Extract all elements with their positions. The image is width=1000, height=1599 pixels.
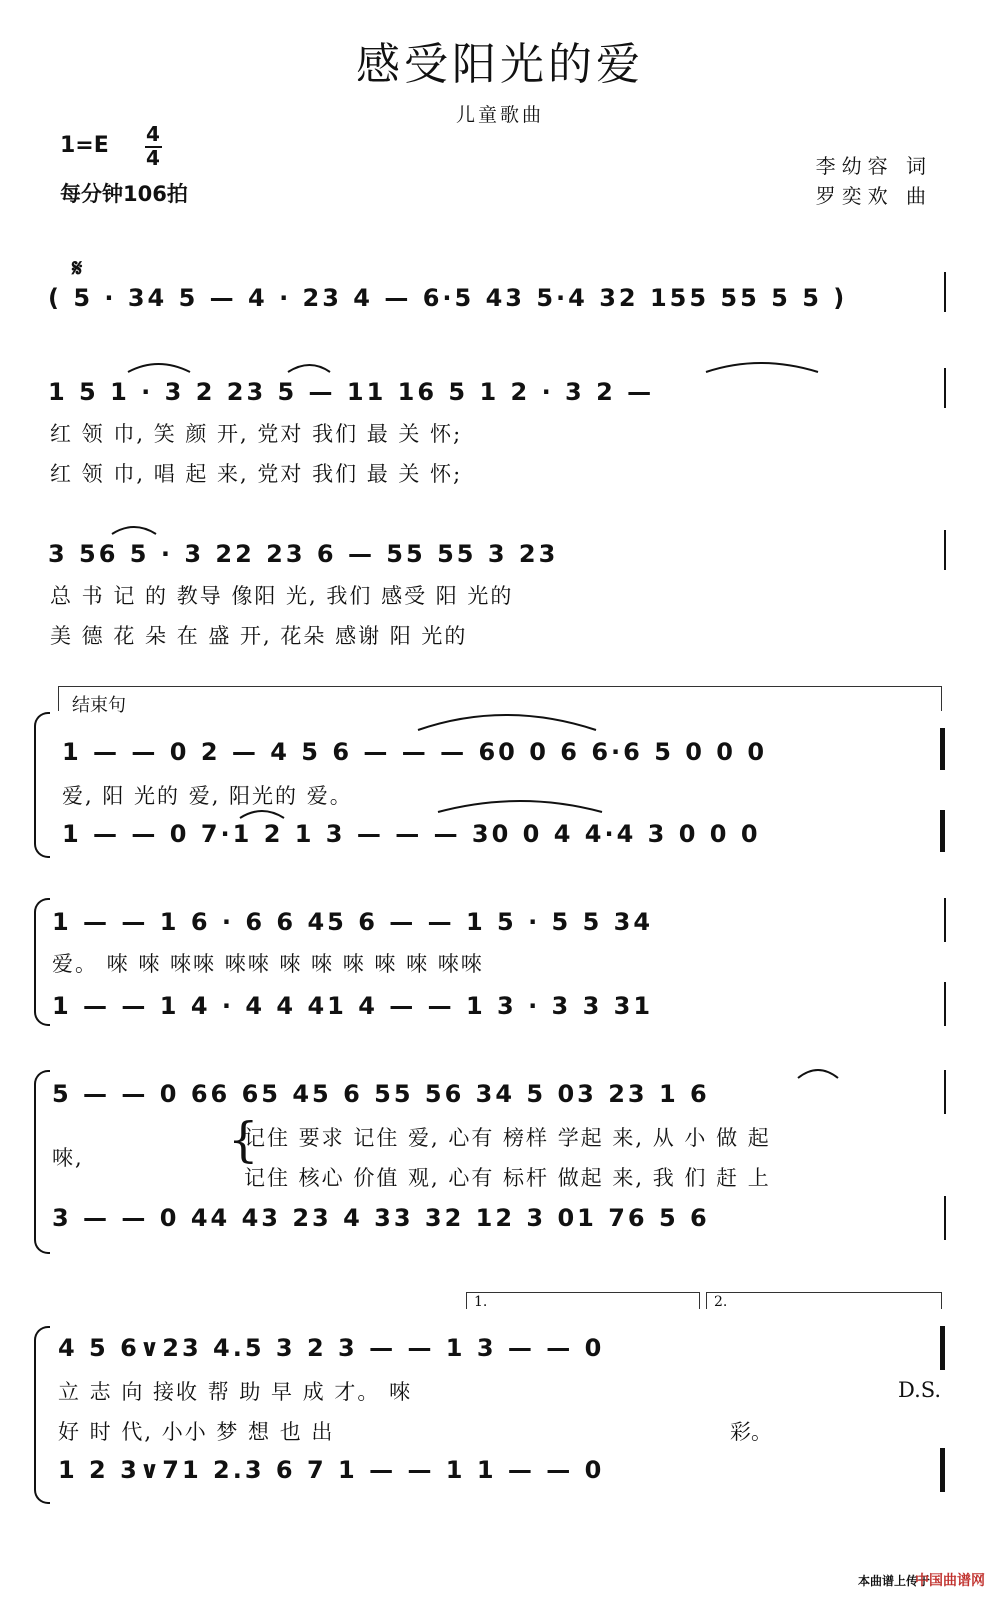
slur (418, 715, 596, 730)
row4-lower-notes: 1 — — 0 7·1 2 1 3 — — — 30 0 4 4·4 3 0 0 0 (62, 820, 761, 848)
time-signature-bottom: 4 (146, 146, 160, 170)
song-subtitle: 儿童歌曲 (455, 104, 544, 126)
row6-lyrics-verse1: 记住 要求 记住 爱, 心有 榜样 学起 来, 从 小 做 起 (244, 1126, 771, 1150)
time-signature-top: 4 (146, 122, 160, 146)
lyricist-credit: 李幼容 词 (815, 154, 932, 178)
key-signature: 1=E (60, 133, 109, 158)
row5-lyrics: 爱。 唻 唻 唻唻 唻唻 唻 唻 唻 唻 唻 唻唻 (52, 952, 484, 976)
row2-notes: 1 5 1 · 3 2 23 5 — 11 16 5 1 2 · 3 2 — (48, 378, 655, 406)
row3-lyrics-verse2: 美 德 花 朵 在 盛 开, 花朵 感谢 阳 光的 (50, 624, 468, 648)
slur (706, 363, 818, 372)
row5-upper-notes: 1 — — 1 6 · 6 6 45 6 — — 1 5 · 5 5 34 (52, 908, 654, 936)
volta-1-label: 1. (474, 1294, 488, 1310)
row6-lyrics-verse2: 记住 核心 价值 观, 心有 标杆 做起 来, 我 们 赶 上 (244, 1166, 771, 1190)
dal-segno-mark: D.S. (898, 1378, 942, 1402)
row7-lyrics-verse2-end: 彩。 (730, 1420, 772, 1444)
ending-section-label: 结束句 (72, 695, 126, 716)
composer-credit: 罗奕欢 曲 (815, 184, 932, 208)
row7-upper-notes: 4 5 6∨23 4.5 3 2 3 — — 1 3 — — 0 (58, 1334, 605, 1362)
row3-lyrics-verse1: 总 书 记 的 教导 像阳 光, 我们 感受 阳 光的 (50, 584, 514, 608)
song-title: 感受阳光的爱 (356, 39, 644, 90)
row3-notes: 3 56 5 · 3 22 23 6 — 55 55 3 23 (48, 540, 559, 568)
row4-upper-notes: 1 — — 0 2 — 4 5 6 — — — 60 0 6 6·6 5 0 0 0 (62, 738, 768, 766)
tempo-marking: 每分钟106拍 (60, 182, 188, 206)
row2-lyrics-verse2: 红 领 巾, 唱 起 来, 党对 我们 最 关 怀; (50, 462, 463, 486)
row6-lyrics-lead: 唻, (52, 1146, 84, 1170)
row4-lyrics: 爱, 阳 光的 爱, 阳光的 爱。 (62, 784, 353, 808)
footer-upload-note: 本曲谱上传于 (857, 1574, 930, 1588)
row5-lower-notes: 1 — — 1 4 · 4 4 41 4 — — 1 3 · 3 3 31 (52, 992, 654, 1020)
slur (288, 365, 330, 372)
volta-2-label: 2. (714, 1294, 728, 1310)
slur (128, 364, 190, 372)
intro-notes: ( 5 · 34 5 — 4 · 23 4 — 6·5 43 5·4 32 155 55 5 5 ) (48, 284, 848, 312)
slur (798, 1070, 838, 1078)
row6-upper-notes: 5 — — 0 66 65 45 6 55 56 34 5 03 23 1 6 (52, 1080, 710, 1108)
row2-lyrics-verse1: 红 领 巾, 笑 颜 开, 党对 我们 最 关 怀; (50, 422, 463, 446)
slur (438, 801, 602, 812)
row6-lower-notes: 3 — — 0 44 43 23 4 33 32 12 3 01 76 5 6 (52, 1204, 710, 1232)
slur (112, 527, 156, 534)
verse-brace: { (228, 1112, 259, 1168)
site-logo: 中国曲谱网 (915, 1573, 985, 1589)
segno-sign: 𝄋 (72, 253, 83, 282)
row7-lyrics-verse1: 立 志 向 接收 帮 助 早 成 才。 唻 (58, 1380, 413, 1404)
slur (240, 811, 284, 818)
row7-lower-notes: 1 2 3∨71 2.3 6 7 1 — — 1 1 — — 0 (58, 1456, 605, 1484)
row7-lyrics-verse2: 好 时 代, 小小 梦 想 也 出 (58, 1420, 335, 1444)
